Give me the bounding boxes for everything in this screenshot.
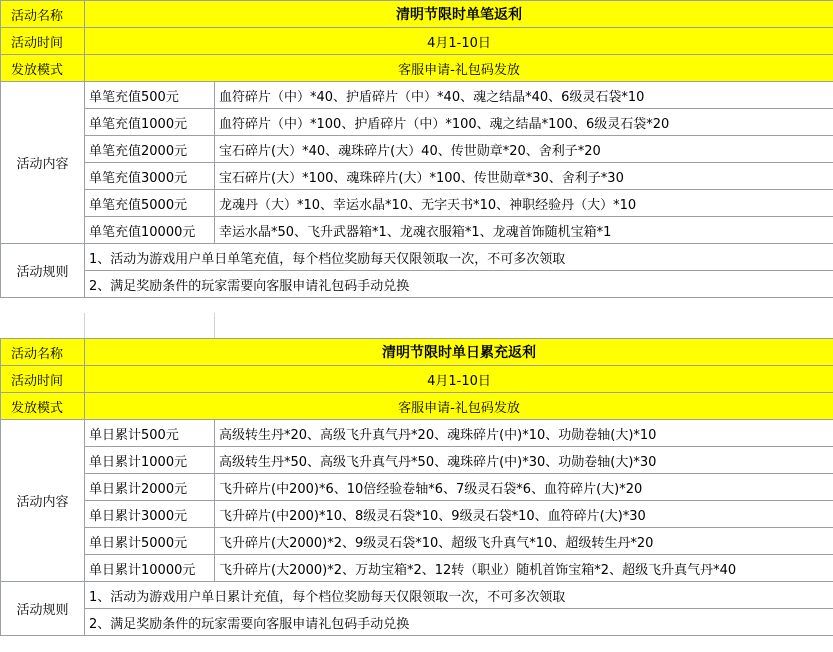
reward-cell[interactable]: 宝石碎片(大）*100、魂珠碎片(大）*100、传世勋章*30、舍利子*30 [215,163,833,190]
event-mode-row [1,393,833,420]
table-row [1,420,833,447]
table-row [1,136,833,163]
tier-cell[interactable]: 单笔充值3000元 [85,163,215,190]
tier-cell[interactable]: 单笔充值500元 [85,82,215,109]
table-row [1,190,833,217]
event-table-daily-cumulative [0,338,833,636]
rules-row [1,244,833,271]
tier-cell[interactable]: 单笔充值2000元 [85,136,215,163]
rule-text[interactable]: 1、活动为游戏用户单日单笔充值，每个档位奖励每天仅限领取一次，不可多次领取 [85,244,833,271]
event-name-value[interactable]: 清明节限时单笔返利 [85,1,833,28]
rule-text[interactable]: 2、满足奖励条件的玩家需要向客服申请礼包码手动兑换 [85,271,833,298]
event-time-label[interactable]: 活动时间 [1,28,85,55]
tier-cell[interactable]: 单日累计10000元 [85,555,215,582]
event-mode-row [1,55,833,82]
event-rules-label[interactable]: 活动规则 [1,582,85,636]
reward-cell[interactable]: 飞升碎片(大2000)*2、9级灵石袋*10、超级飞升真气*10、超级转生丹*20 [215,528,833,555]
tier-cell[interactable]: 单日累计500元 [85,420,215,447]
reward-cell[interactable]: 飞升碎片(中200)*10、8级灵石袋*10、9级灵石袋*10、血符碎片(大)*30 [215,501,833,528]
table-row [1,474,833,501]
tier-cell[interactable]: 单日累计1000元 [85,447,215,474]
reward-cell[interactable]: 飞升碎片(中200)*6、10倍经验卷轴*6、7级灵石袋*6、血符碎片(大)*20 [215,474,833,501]
reward-cell[interactable]: 幸运水晶*50、飞升武器箱*1、龙魂衣服箱*1、龙魂首饰随机宝箱*1 [215,217,833,244]
reward-cell[interactable]: 龙魂丹（大）*10、幸运水晶*10、无字天书*10、神职经验丹（大）*10 [215,190,833,217]
tier-cell[interactable]: 单日累计5000元 [85,528,215,555]
reward-cell[interactable]: 宝石碎片(大）*40、魂珠碎片(大）40、传世勋章*20、舍利子*20 [215,136,833,163]
reward-cell[interactable]: 高级转生丹*50、高级飞升真气丹*50、魂珠碎片(中)*30、功勋卷轴(大)*30 [215,447,833,474]
tier-cell[interactable]: 单笔充值5000元 [85,190,215,217]
table-row [1,82,833,109]
rules-row [1,271,833,298]
event-time-label[interactable]: 活动时间 [1,366,85,393]
event-time-row [1,366,833,393]
reward-cell[interactable]: 血符碎片（中）*40、护盾碎片（中）*40、魂之结晶*40、6级灵石袋*10 [215,82,833,109]
event-time-row [1,28,833,55]
table-row [1,528,833,555]
event-mode-label[interactable]: 发放模式 [1,55,85,82]
spacer-row [0,313,833,339]
rule-text[interactable]: 2、满足奖励条件的玩家需要向客服申请礼包码手动兑换 [85,609,833,636]
tier-cell[interactable]: 单笔充值1000元 [85,109,215,136]
tier-cell[interactable]: 单笔充值10000元 [85,217,215,244]
event-name-value[interactable]: 清明节限时单日累充返利 [85,339,833,366]
table-row [1,217,833,244]
rules-row [1,582,833,609]
event-name-label[interactable]: 活动名称 [1,339,85,366]
rules-row [1,609,833,636]
event-mode-label[interactable]: 发放模式 [1,393,85,420]
event-content-label[interactable]: 活动内容 [1,420,85,582]
table-row [1,109,833,136]
event-mode-value[interactable]: 客服申请-礼包码发放 [85,393,833,420]
reward-cell[interactable]: 高级转生丹*20、高级飞升真气丹*20、魂珠碎片(中)*10、功勋卷轴(大)*10 [215,420,833,447]
tier-cell[interactable]: 单日累计2000元 [85,474,215,501]
gridline [84,313,85,339]
table-row [1,447,833,474]
event-time-value[interactable]: 4月1-10日 [85,28,833,55]
event-content-label[interactable]: 活动内容 [1,82,85,244]
table-row [1,501,833,528]
event-mode-value[interactable]: 客服申请-礼包码发放 [85,55,833,82]
event-name-label[interactable]: 活动名称 [1,1,85,28]
event-rules-label[interactable]: 活动规则 [1,244,85,298]
table-row [1,555,833,582]
table-row [1,163,833,190]
rule-text[interactable]: 1、活动为游戏用户单日累计充值，每个档位奖励每天仅限领取一次，不可多次领取 [85,582,833,609]
reward-cell[interactable]: 飞升碎片(大2000)*2、万劫宝箱*2、12转（职业）随机首饰宝箱*2、超级飞升真气丹*40 [215,555,833,582]
event-time-value[interactable]: 4月1-10日 [85,366,833,393]
tier-cell[interactable]: 单日累计3000元 [85,501,215,528]
event-table-single-recharge [0,0,833,298]
event-name-row [1,339,833,366]
reward-cell[interactable]: 血符碎片（中）*100、护盾碎片（中）*100、魂之结晶*100、6级灵石袋*20 [215,109,833,136]
gridline [214,313,215,339]
event-name-row [1,1,833,28]
